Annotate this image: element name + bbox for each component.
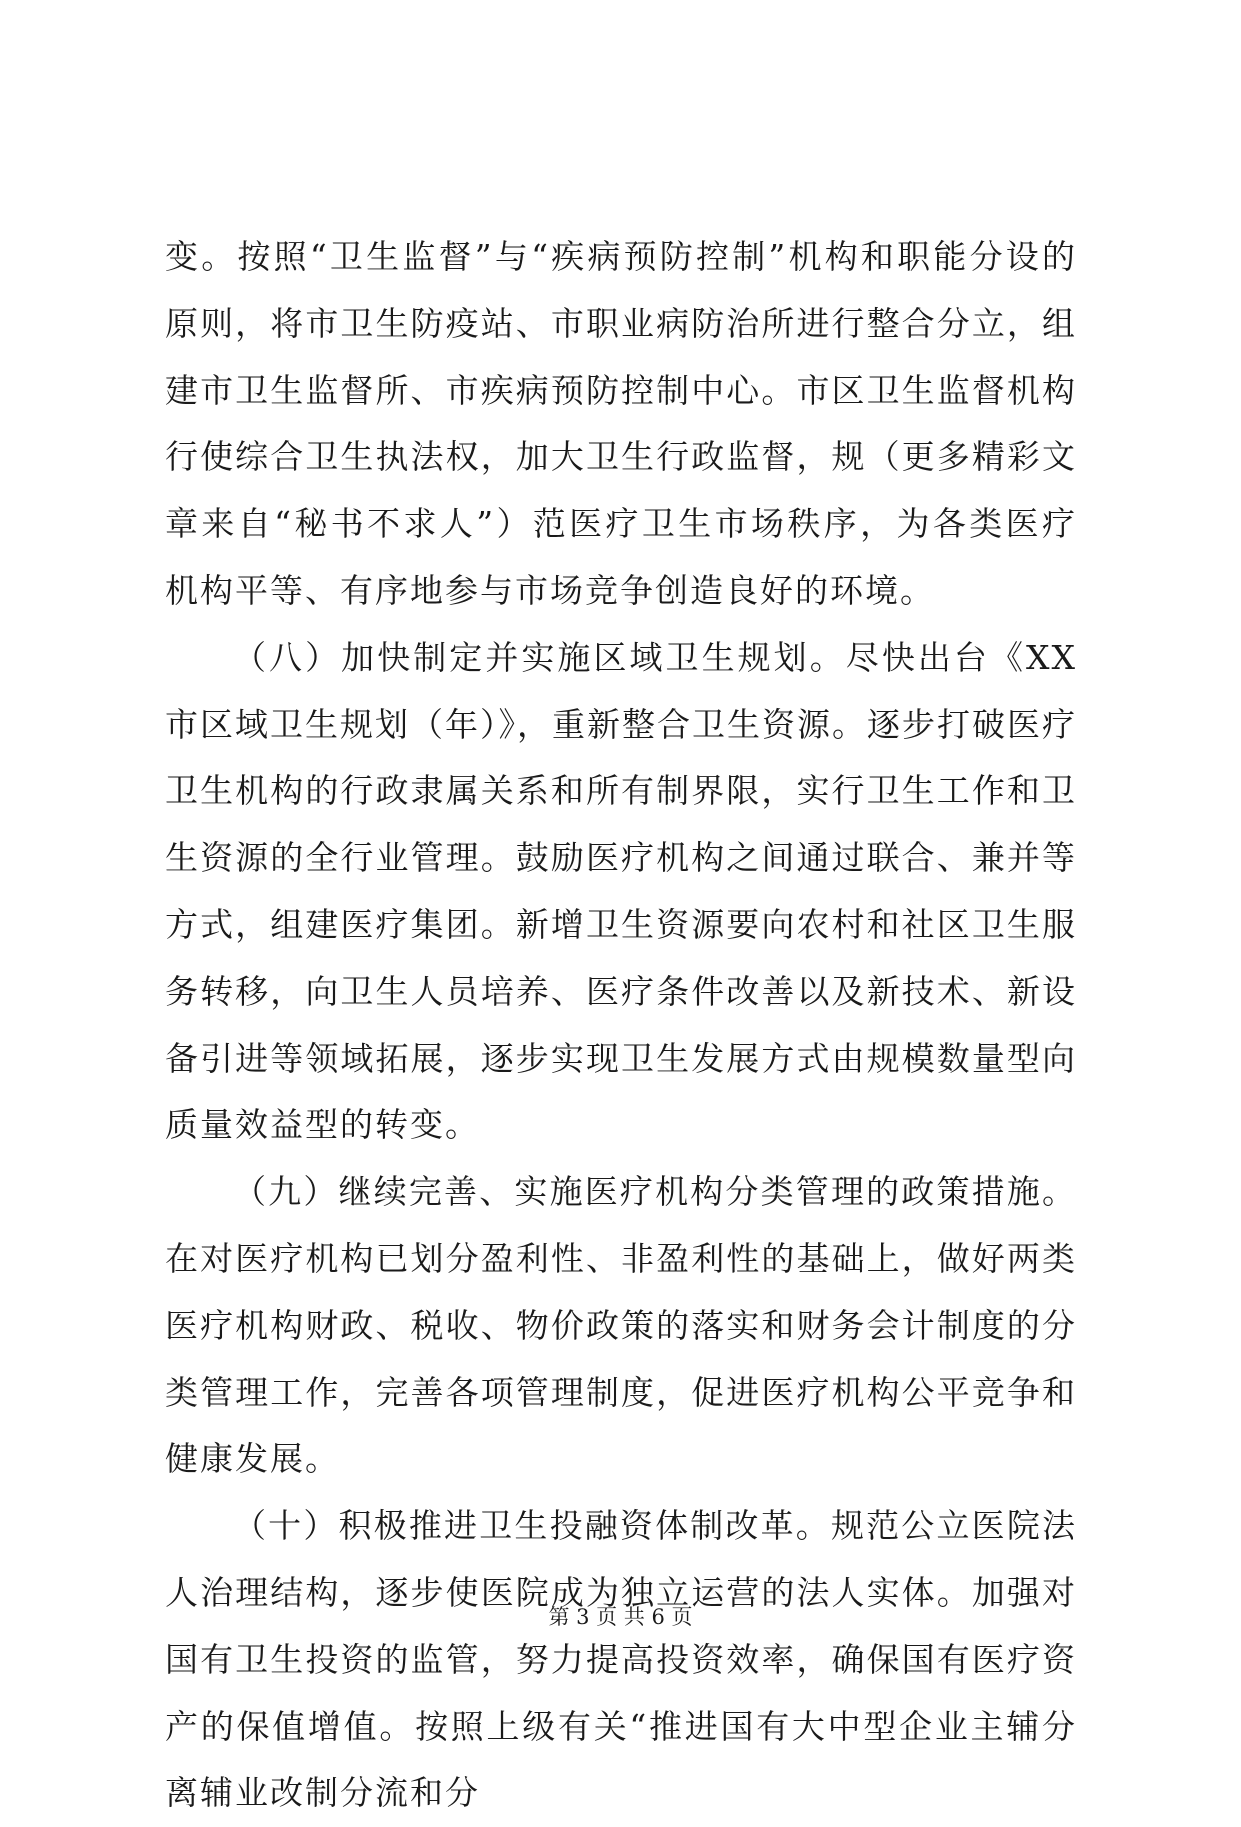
paragraph-continuation: 变。按照“卫生监督”与“疾病预防控制”机构和职能分设的原则，将市卫生防疫站、市职业病防治所进行整合分立，组建市卫生监督所、市疾病预防控制中心。市区卫生监督机构行使综合卫生执法权，加大卫生行政监督，规（更多精彩文章来自“秘书不求人”）范医疗卫生市场秩序，为各类医疗机构平等、有序地参与市场竞争创造良好的环境。 [165,237,1077,610]
document-body [165,224,1077,1827]
paragraph-section-9: （九）继续完善、实施医疗机构分类管理的政策措施。在对医疗机构已划分盈利性、非盈利性的基础上，做好两类医疗机构财政、税收、物价政策的落实和财务会计制度的分类管理工作，完善各项管理制度，促进医疗机构公平竞争和健康发展。 [165,1172,1077,1479]
page-number-footer: 第 3 页 共 6 页 [548,1605,693,1629]
paragraph-section-8: （八）加快制定并实施区域卫生规划。尽快出台《XX市区域卫生规划（年）》，重新整合卫生资源。逐步打破医疗卫生机构的行政隶属关系和所有制界限，实行卫生工作和卫生资源的全行业管理。鼓励医疗机构之间通过联合、兼并等方式，组建医疗集团。新增卫生资源要向农村和社区卫生服务转移，向卫生人员培养、医疗条件改善以及新技术、新设备引进等领域拓展，逐步实现卫生发展方式由规模数量型向质量效益型的转变。 [165,637,1077,1145]
paragraph-section-10: （十）积极推进卫生投融资体制改革。规范公立医院法人治理结构，逐步使医院成为独立运营的法人实体。加强对国有卫生投资的监管，努力提高投资效率，确保国有医疗资产的保值增值。按照上级有关“推进国有大中型企业主辅分离辅业改制分流和分 [165,1506,1077,1813]
